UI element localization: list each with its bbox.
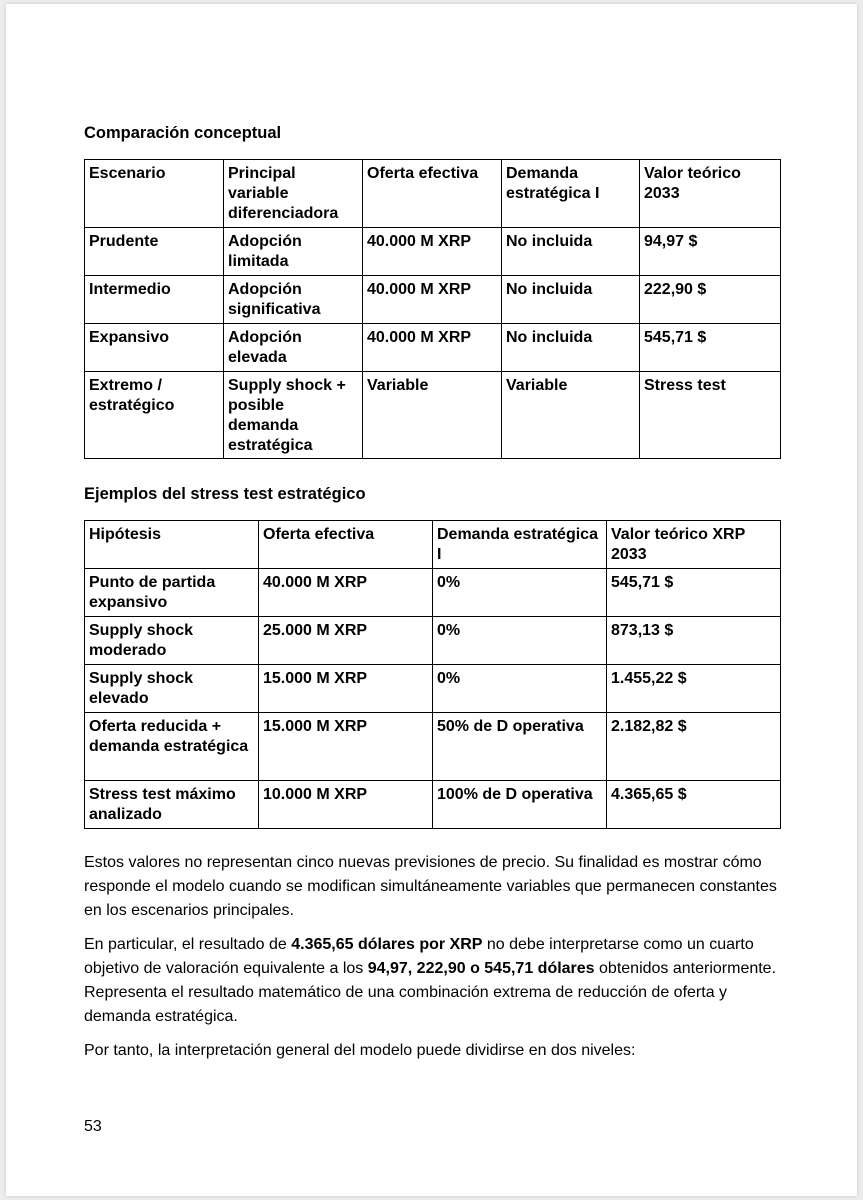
table-header-row — [85, 521, 781, 569]
table-cell: No incluida — [502, 228, 640, 276]
table-cell: Adopción limitada — [224, 228, 363, 276]
comparison-table — [84, 159, 781, 459]
bold-text-run: 94,97, 222,90 o 545,71 dólares — [367, 960, 595, 977]
table-cell: Supply shock elevado — [85, 665, 259, 713]
header-cell: Oferta efectiva — [363, 160, 502, 228]
table-cell: 545,71 $ — [640, 324, 781, 372]
paragraph-interpretation — [84, 933, 780, 1029]
table-cell: Expansivo — [85, 324, 224, 372]
table-cell: 94,97 $ — [640, 228, 781, 276]
table-cell: No incluida — [502, 276, 640, 324]
page-number: 53 — [84, 1118, 102, 1135]
table-cell: Stress test — [640, 372, 781, 459]
section-title-stress-test: Ejemplos del stress test estratégico — [84, 485, 366, 503]
text-run: obtenidos anteriormente. Representa el resultado matemático de una combinación extrema de reducción de oferta y demanda estratégica. — [84, 960, 777, 1025]
paragraph-conclusion: Por tanto, la interpretación general del modelo puede dividirse en dos niveles: — [84, 1042, 636, 1059]
paragraph-disclaimer: Estos valores no representan cinco nuevas previsiones de precio. Su finalidad es mostrar cómo responde el modelo cuando se modifican simultáneamente variables que permanecen constantes en los escenarios principales. — [84, 854, 777, 919]
table-cell: 25.000 M XRP — [259, 617, 433, 665]
table-cell: Prudente — [85, 228, 224, 276]
table-cell: 15.000 M XRP — [259, 665, 433, 713]
table-row — [85, 372, 781, 459]
table-cell: 10.000 M XRP — [259, 781, 433, 829]
table-cell: 2.182,82 $ — [607, 713, 781, 781]
table-cell: Supply shock moderado — [85, 617, 259, 665]
bold-text-run: 4.365,65 dólares por XRP — [291, 936, 483, 953]
stress-test-table — [84, 520, 781, 829]
table-cell: No incluida — [502, 324, 640, 372]
table-cell: 40.000 M XRP — [363, 276, 502, 324]
table-row — [85, 781, 781, 829]
table-row — [85, 569, 781, 617]
header-cell: Oferta efectiva — [259, 521, 433, 569]
table-cell: 0% — [433, 617, 607, 665]
table-row — [85, 276, 781, 324]
table-cell: Adopción elevada — [224, 324, 363, 372]
header-cell: Valor teórico XRP 2033 — [607, 521, 781, 569]
table-row — [85, 713, 781, 781]
table-cell: Variable — [502, 372, 640, 459]
table-cell: Stress test máximo analizado — [85, 781, 259, 829]
page-content — [84, 122, 780, 1073]
table-cell: Adopción significativa — [224, 276, 363, 324]
text-run: no debe interpretarse como un cuarto objetivo de valoración equivalente a los — [84, 936, 754, 977]
header-cell: Principal variable diferenciadora — [224, 160, 363, 228]
header-cell: Escenario — [85, 160, 224, 228]
table-cell: 222,90 $ — [640, 276, 781, 324]
table-cell: 0% — [433, 665, 607, 713]
table-cell: 100% de D operativa — [433, 781, 607, 829]
text-run: En particular, el resultado de — [84, 936, 292, 953]
table-cell: 1.455,22 $ — [607, 665, 781, 713]
table-row — [85, 617, 781, 665]
header-cell: Demanda estratégica I — [433, 521, 607, 569]
table-row — [85, 228, 781, 276]
table-cell: Extremo / estratégico — [85, 372, 224, 459]
table-cell: 873,13 $ — [607, 617, 781, 665]
document-page — [6, 4, 857, 1196]
table-row — [85, 324, 781, 372]
header-cell: Hipótesis — [85, 521, 259, 569]
table-cell: 50% de D operativa — [433, 713, 607, 781]
header-cell: Demanda estratégica I — [502, 160, 640, 228]
table-cell: 545,71 $ — [607, 569, 781, 617]
section-title-comparacion: Comparación conceptual — [84, 124, 282, 142]
header-cell: Valor teórico 2033 — [640, 160, 781, 228]
table-cell: 15.000 M XRP — [259, 713, 433, 781]
table-cell: Supply shock + posible demanda estratégica — [224, 372, 363, 459]
table-cell: 40.000 M XRP — [363, 324, 502, 372]
table-cell: 40.000 M XRP — [259, 569, 433, 617]
table-cell: Variable — [363, 372, 502, 459]
table-cell: 0% — [433, 569, 607, 617]
table-cell: Intermedio — [85, 276, 224, 324]
table-row — [85, 665, 781, 713]
table-cell: Oferta reducida + demanda estratégica — [85, 713, 259, 781]
table-cell: 40.000 M XRP — [363, 228, 502, 276]
table-cell: 4.365,65 $ — [607, 781, 781, 829]
table-header-row — [85, 160, 781, 228]
table-cell: Punto de partida expansivo — [85, 569, 259, 617]
